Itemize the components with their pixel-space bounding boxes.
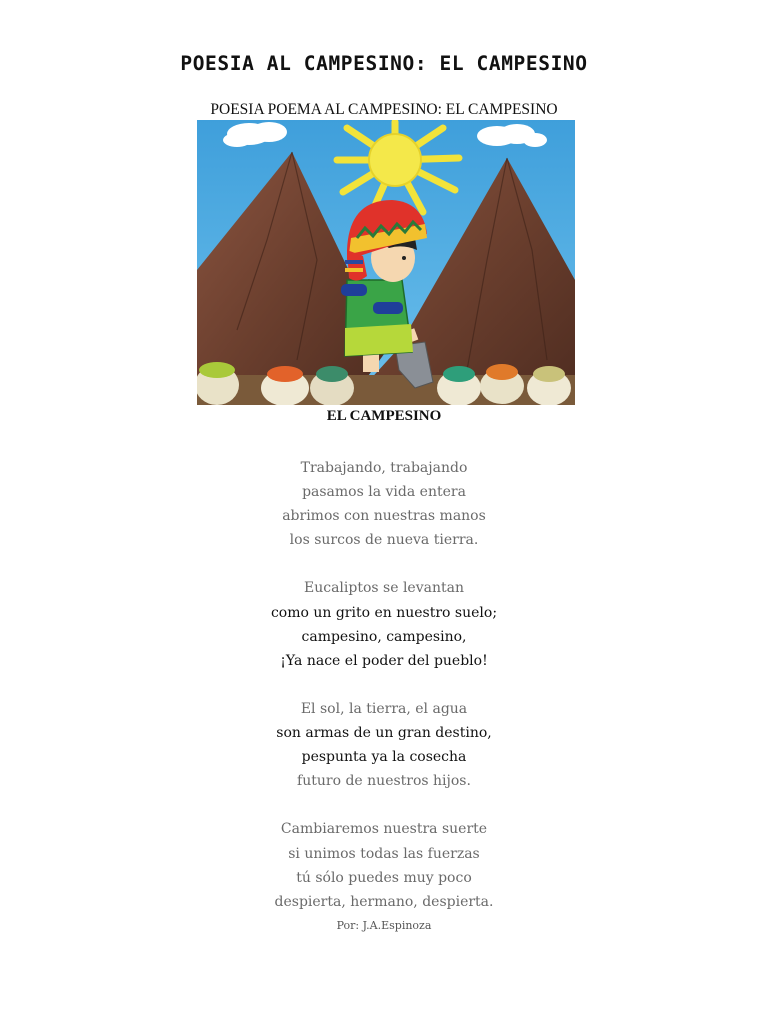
verse-line: como un grito en nuestro suelo; — [270, 604, 498, 621]
poem-body — [0, 456, 768, 914]
verse-line: tú sólo puedes muy poco — [296, 869, 472, 886]
verse-line: despierta, hermano, despierta. — [274, 893, 494, 910]
page-title: POESIA AL CAMPESINO: EL CAMPESINO — [180, 52, 588, 75]
verse-line: Trabajando, trabajando — [300, 460, 468, 476]
stanza-1 — [0, 456, 768, 552]
page-subtitle: POESIA POEMA AL CAMPESINO: EL CAMPESINO — [210, 101, 558, 118]
campesino-illustration — [197, 120, 575, 405]
verse-line: El sol, la tierra, el agua — [300, 700, 468, 717]
verse-line: son armas de un gran destino, — [276, 725, 492, 742]
verse-line: Eucaliptos se levantan — [304, 580, 464, 597]
author-credit: Por: J.A.Espinoza — [336, 919, 432, 932]
verse-line: si unimos todas las fuerzas — [288, 845, 480, 862]
sun — [369, 134, 421, 186]
verse-line: ¡Ya nace el poder del pueblo! — [280, 652, 488, 669]
verse-line: abrimos con nuestras manos — [282, 508, 486, 525]
verse-line: pespunta ya la cosecha — [301, 749, 467, 766]
stanza-4 — [0, 817, 768, 913]
verse-line: los surcos de nueva tierra. — [289, 532, 479, 549]
poem-title: EL CAMPESINO — [326, 408, 442, 424]
verse-line: Cambiaremos nuestra suerte — [280, 821, 488, 838]
stanza-3 — [0, 697, 768, 793]
stanza-2 — [0, 576, 768, 672]
verse-line: pasamos la vida entera — [302, 484, 466, 501]
verse-line: campesino, campesino, — [301, 628, 467, 645]
verse-line: futuro de nuestros hijos. — [297, 773, 471, 790]
